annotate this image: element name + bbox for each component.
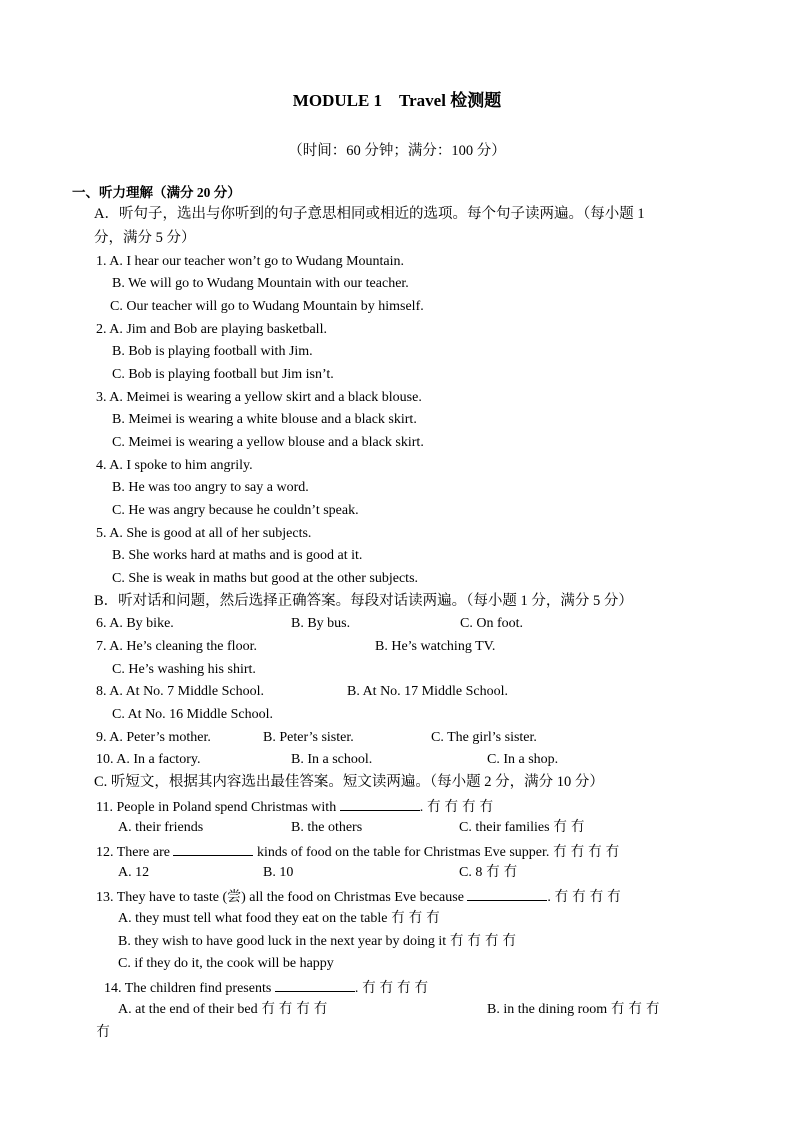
q9-option-c: C. The girl’s sister. <box>431 730 537 745</box>
q9-option-a: 9. A. Peter’s mother. <box>96 730 211 745</box>
part-c-instruction: C. 听短文，根据其内容选出最佳答案。短文读两遍。（每小题 2 分，满分 10 分） <box>94 774 604 790</box>
q14-stem <box>104 978 428 998</box>
q8-option-b: B. At No. 17 Middle School. <box>347 684 509 699</box>
q14-option-a: A. at the end of their bed 冇 冇 冇 冇 <box>118 1002 328 1017</box>
q4-option-c: C. He was angry because he couldn’t speak. <box>112 503 359 518</box>
q10-option-b: B. In a school. <box>291 752 373 767</box>
part-a-instruction-cont: 分，满分 5 分） <box>94 230 196 246</box>
q3-option-a: 3. A. Meimei is wearing a yellow skirt and a black blouse. <box>96 390 422 405</box>
q4-option-a: 4. A. I spoke to him angrily. <box>96 458 253 473</box>
q11-stem <box>96 797 493 817</box>
q3-option-c: C. Meimei is wearing a yellow blouse and a black skirt. <box>112 435 424 450</box>
q1-option-b: B. We will go to Wudang Mountain with our teacher. <box>112 276 409 291</box>
q12-option-a: A. 12 <box>118 865 150 880</box>
section-heading: 一、听力理解（满分 20 分） <box>72 185 241 200</box>
q13-option-c: C. if they do it, the cook will be happy <box>118 956 334 971</box>
time-score-note: （时间：60 分钟；满分：100 分） <box>288 143 506 159</box>
part-b-instruction: B．听对话和问题，然后选择正确答案。每段对话读两遍。（每小题 1 分，满分 5 分） <box>94 593 633 609</box>
q2-option-a: 2. A. Jim and Bob are playing basketball. <box>96 322 327 337</box>
q13-option-a: A. they must tell what food they eat on the table 冇 冇 冇 <box>118 911 440 926</box>
q4-option-b: B. He was too angry to say a word. <box>112 480 309 495</box>
q7-option-b: B. He’s watching TV. <box>375 639 496 654</box>
page-title: MODULE 1 Travel 检测题 <box>292 91 502 110</box>
q11-blank <box>340 797 420 811</box>
q1-option-a: 1. A. I hear our teacher won’t go to Wudang Mountain. <box>96 254 405 269</box>
part-a-instruction: A．听句子，选出与你听到的句子意思相同或相近的选项。每个句子读两遍。（每小题 1 <box>94 206 645 222</box>
q9-option-b: B. Peter’s sister. <box>263 730 354 745</box>
q6-option-c: C. On foot. <box>460 616 523 631</box>
q5-option-c: C. She is weak in maths but good at the other subjects. <box>112 571 419 586</box>
q10-option-a: 10. A. In a factory. <box>96 752 201 767</box>
q13-stem-end: . 冇 冇 冇 冇 <box>547 890 621 905</box>
q13-stem-start: 13. They have to taste (尝) all the food on Christmas Eve because <box>96 890 464 905</box>
q11-stem-start: 11. People in Poland spend Christmas with <box>96 800 337 815</box>
q10-option-c: C. In a shop. <box>487 752 559 767</box>
q7-option-a: 7. A. He’s cleaning the floor. <box>96 639 257 654</box>
q5-option-a: 5. A. She is good at all of her subjects. <box>96 526 312 541</box>
q6-option-a: 6. A. By bike. <box>96 616 174 631</box>
q12-stem-end: kinds of food on the table for Christmas Eve supper. 冇 冇 冇 冇 <box>256 845 620 860</box>
q13-stem <box>96 887 621 907</box>
q12-blank <box>173 842 253 856</box>
q6-option-b: B. By bus. <box>291 616 351 631</box>
q7-option-c: C. He’s washing his shirt. <box>112 662 256 677</box>
q2-option-c: C. Bob is playing football but Jim isn’t. <box>112 367 334 382</box>
q1-option-c: C. Our teacher will go to Wudang Mountain by himself. <box>110 299 424 314</box>
q8-option-a: 8. A. At No. 7 Middle School. <box>96 684 265 699</box>
q3-option-b: B. Meimei is wearing a white blouse and a black skirt. <box>112 412 417 427</box>
q12-option-b: B. 10 <box>263 865 294 880</box>
q14-stem-end: . 冇 冇 冇 冇 <box>354 981 429 996</box>
q14-option-b: B. in the dining room 冇 冇 冇 <box>487 1002 660 1017</box>
q8-option-c: C. At No. 16 Middle School. <box>112 707 274 722</box>
q11-option-c: C. their families 冇 冇 <box>459 820 585 835</box>
q5-option-b: B. She works hard at maths and is good at it. <box>112 548 363 563</box>
q11-option-a: A. their friends <box>118 820 204 835</box>
q11-stem-end: . 冇 冇 冇 冇 <box>419 800 494 815</box>
q12-stem-start: 12. There are <box>96 845 170 860</box>
q11-option-b: B. the others <box>291 820 363 835</box>
q13-blank <box>467 887 547 901</box>
q14-stem-start: 14. The children find presents <box>104 981 272 996</box>
q13-option-b: B. they wish to have good luck in the next year by doing it 冇 冇 冇 冇 <box>118 934 517 949</box>
q12-stem <box>96 842 619 862</box>
q14-blank <box>275 978 355 992</box>
q14-tail: 冇 <box>96 1025 110 1040</box>
q2-option-b: B. Bob is playing football with Jim. <box>112 344 313 359</box>
q12-option-c: C. 8 冇 冇 <box>459 865 518 880</box>
